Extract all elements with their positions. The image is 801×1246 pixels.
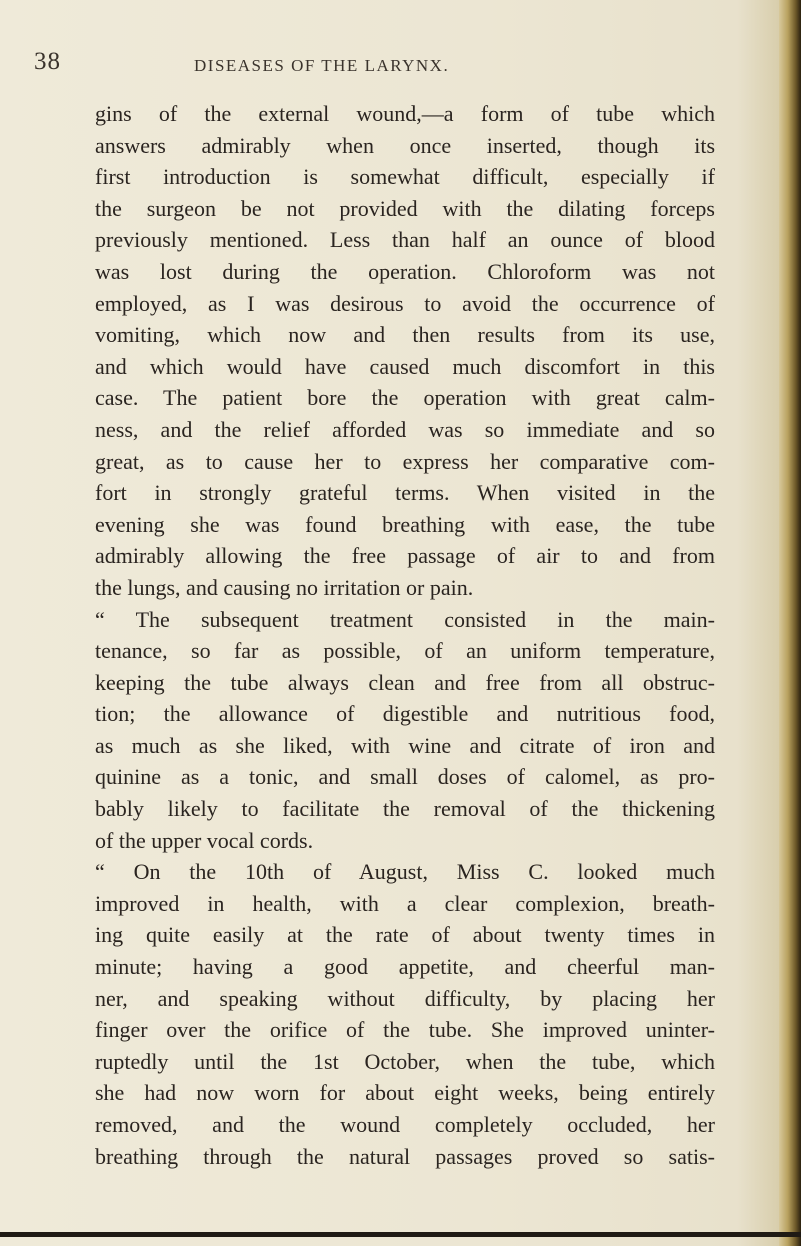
text-line: the surgeon be not provided with the dilating forceps	[95, 195, 715, 221]
text-line: vomiting, which now and then results from its use,	[95, 322, 715, 348]
text-line: of the upper vocal cords.	[95, 827, 314, 853]
text-line: and which would have caused much discomfort in this	[95, 353, 715, 379]
text-line: tenance, so far as possible, of an uniform temperature,	[95, 638, 715, 664]
text-line: breathing through the natural passages proved so satis-	[95, 1143, 715, 1169]
body-text	[95, 98, 715, 1172]
text-line: removed, and the wound completely occluded, her	[95, 1112, 715, 1137]
text-line: improved in health, with a clear complexion, breath-	[95, 890, 715, 916]
page-header	[0, 48, 801, 78]
text-line: ruptedly until the 1st October, when the tube, which	[95, 1048, 715, 1074]
text-line: she had now worn for about eight weeks, being entirely	[95, 1080, 715, 1106]
text-line: as much as she liked, with wine and citrate of iron and	[95, 732, 715, 758]
text-line: finger over the orifice of the tube. She improved uninter-	[95, 1017, 715, 1043]
running-head: DISEASES OF THE LARYNX.	[194, 56, 450, 75]
text-line: bably likely to facilitate the removal of the thickening	[95, 796, 715, 822]
text-line: “ The subsequent treatment consisted in the main-	[95, 606, 715, 632]
text-line: great, as to cause her to express her comparative com-	[95, 448, 715, 474]
text-line: “ On the 10th of August, Miss C. looked much	[95, 859, 715, 885]
text-line: employed, as I was desirous to avoid the occurrence of	[95, 290, 715, 316]
text-line: case. The patient bore the operation with great calm-	[95, 385, 715, 411]
text-line: quinine as a tonic, and small doses of calomel, as pro-	[95, 764, 715, 790]
text-line: answers admirably when once inserted, though its	[95, 132, 715, 158]
page-number: 38	[34, 48, 61, 75]
text-line: keeping the tube always clean and free from all obstruc-	[95, 669, 715, 695]
text-line: ing quite easily at the rate of about twenty times in	[95, 922, 715, 948]
text-line: minute; having a good appetite, and cheerful man-	[95, 954, 715, 980]
text-line: the lungs, and causing no irritation or pain.	[95, 574, 474, 600]
text-line: gins of the external wound,—a form of tube which	[95, 101, 715, 126]
text-line: tion; the allowance of digestible and nutritious food,	[95, 701, 715, 727]
text-line: first introduction is somewhat difficult, especially if	[95, 164, 715, 190]
bottom-rule	[0, 1232, 801, 1237]
text-line: ner, and speaking without difficulty, by placing her	[95, 985, 715, 1011]
page-edge-shadow	[779, 0, 801, 1246]
text-line: fort in strongly grateful terms. When visited in the	[95, 480, 715, 506]
text-line: admirably allowing the free passage of air to and from	[95, 543, 715, 569]
text-line: evening she was found breathing with ease, the tube	[95, 511, 715, 537]
text-line: was lost during the operation. Chloroform was not	[95, 258, 715, 284]
text-line: ness, and the relief afforded was so immediate and so	[95, 416, 715, 442]
text-line: previously mentioned. Less than half an ounce of blood	[95, 227, 715, 253]
